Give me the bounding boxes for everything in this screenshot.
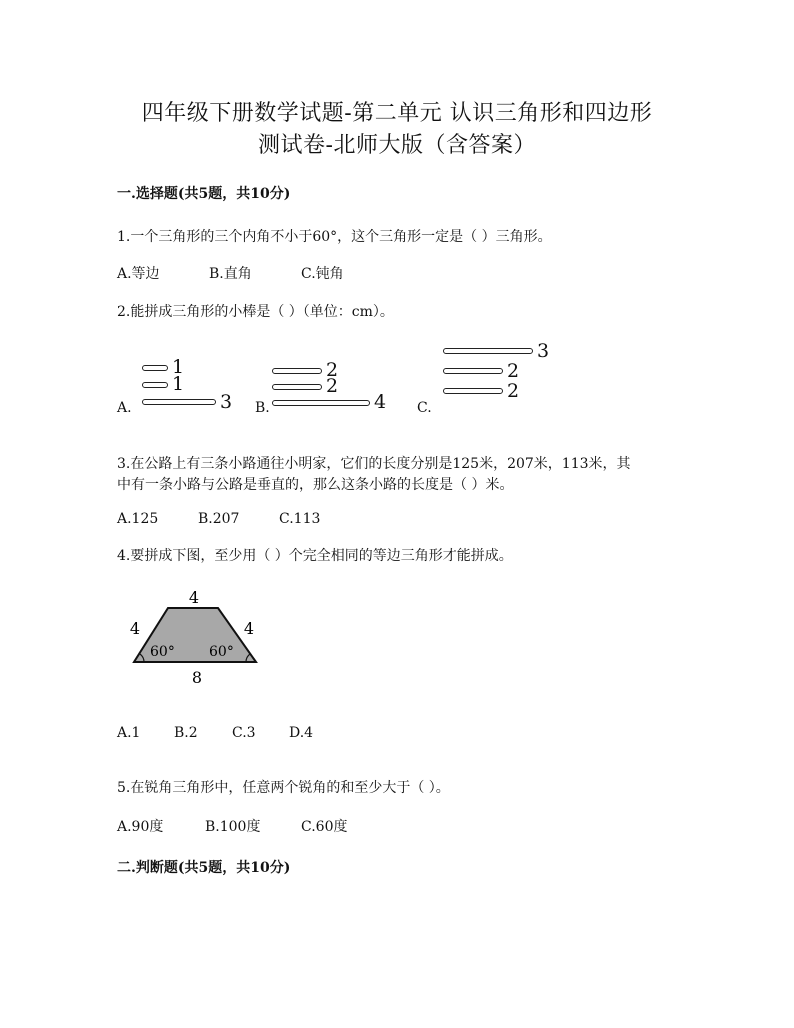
q2-option-c-letter: C. — [417, 400, 432, 416]
left-side-label: 4 — [129, 619, 141, 638]
q4-option-b: B.2 — [174, 725, 198, 741]
q3-option-c: C.113 — [279, 511, 321, 527]
right-angle-label: 60° — [209, 644, 234, 660]
q1-option-b: B.直角 — [209, 266, 252, 282]
stick — [272, 368, 322, 374]
stick-length-label: 3 — [537, 340, 550, 362]
q5-option-a: A.90度 — [117, 819, 164, 835]
stick — [142, 365, 168, 371]
q4-option-d: D.4 — [289, 725, 314, 741]
stick — [443, 388, 503, 394]
stick — [443, 348, 533, 354]
stick-length-label: 2 — [507, 380, 520, 402]
q5-option-b: B.100度 — [205, 819, 261, 835]
top-side-label: 4 — [188, 588, 200, 607]
stick — [272, 384, 322, 390]
stick-length-label: 1 — [172, 373, 185, 395]
q4-option-c: C.3 — [232, 725, 256, 741]
right-side-label: 4 — [243, 619, 255, 638]
question-1-text: 1.一个三角形的三个内角不小于60°，这个三角形一定是（ ）三角形。 — [117, 229, 552, 245]
stick-length-label: 1 — [172, 356, 185, 378]
bottom-side-label: 8 — [191, 668, 203, 687]
question-4-text: 4.要拼成下图，至少用（ ）个完全相同的等边三角形才能拼成。 — [117, 548, 513, 564]
section-heading-choice: 一.选择题(共5题，共10分) — [117, 186, 291, 202]
section-heading-judgement: 二.判断题(共5题，共10分) — [117, 860, 291, 876]
question-3-text-line-2: 中有一条小路与公路是垂直的，那么这条小路的长度是（ ）米。 — [117, 477, 514, 493]
q2-option-b-letter: B. — [255, 400, 270, 416]
question-3-text-line-1: 3.在公路上有三条小路通往小明家，它们的长度分别是125米，207米，113米，其 — [117, 456, 631, 472]
stick-length-label: 3 — [220, 391, 233, 413]
question-5-text: 5.在锐角三角形中，任意两个锐角的和至少大于（ ）。 — [117, 780, 450, 796]
trapezoid-figure — [110, 582, 280, 692]
stick — [142, 382, 168, 388]
stick — [443, 368, 503, 374]
stick — [272, 400, 370, 406]
q3-option-b: B.207 — [198, 511, 240, 527]
q1-option-c: C.钝角 — [301, 266, 344, 282]
left-angle-label: 60° — [150, 644, 175, 660]
page-title-line-1: 四年级下册数学试题-第二单元 认识三角形和四边形 — [141, 101, 653, 126]
question-2-text: 2.能拼成三角形的小棒是（ ）（单位：cm）。 — [117, 304, 394, 320]
stick-length-label: 4 — [374, 391, 387, 413]
stick-length-label: 2 — [326, 359, 339, 381]
q3-option-a: A.125 — [117, 511, 159, 527]
page-title-line-2: 测试卷-北师大版（含答案） — [258, 133, 536, 158]
q5-option-c: C.60度 — [301, 819, 348, 835]
stick-length-label: 2 — [326, 375, 339, 397]
q1-option-a: A.等边 — [117, 266, 160, 282]
q4-option-a: A.1 — [117, 725, 141, 741]
stick-length-label: 2 — [507, 360, 520, 382]
stick — [142, 399, 216, 405]
q2-option-a-letter: A. — [117, 400, 132, 416]
